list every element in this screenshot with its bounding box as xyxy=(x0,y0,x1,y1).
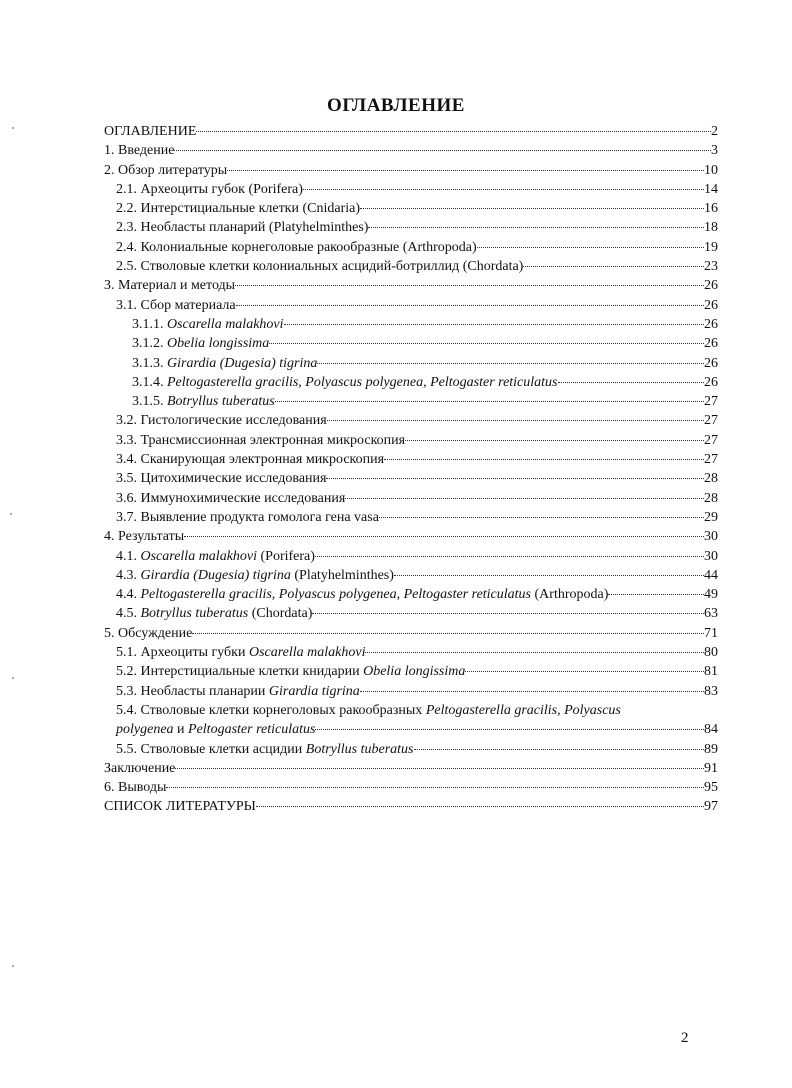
toc-entry-title xyxy=(104,527,184,546)
toc-page-number: 14 xyxy=(704,181,718,197)
dot-leader xyxy=(360,691,704,692)
toc-page-number: 3 xyxy=(711,143,718,159)
dot-leader xyxy=(184,536,704,537)
toc-entry-italic-text: Peltogasterella gracilis, Polyascus xyxy=(425,702,621,718)
toc-entry[interactable] xyxy=(104,431,718,450)
dot-leader xyxy=(326,478,704,479)
toc-entry[interactable] xyxy=(104,469,718,488)
toc-entry-italic-text: Peltogasterella gracilis, Polyascus polygenea, Peltogaster reticulatus xyxy=(167,374,558,390)
toc-page-number: 30 xyxy=(704,548,718,564)
toc-entry[interactable] xyxy=(104,508,718,527)
dot-leader xyxy=(558,382,704,383)
dot-leader xyxy=(315,729,704,730)
toc-page-number: 80 xyxy=(704,645,718,661)
dot-leader xyxy=(394,575,704,576)
dot-leader xyxy=(175,768,704,769)
toc-entry-title xyxy=(132,373,558,392)
toc-entry-text: 5.1. Археоциты губки xyxy=(116,645,249,661)
toc-entry-title xyxy=(116,469,326,488)
toc-page-number: 26 xyxy=(704,297,718,313)
dot-leader xyxy=(227,170,704,171)
toc-entry-italic-text: Girardia (Dugesia) tigrina xyxy=(167,355,318,371)
toc-entry-text: 2.5. Стволовые клетки колониальных асцидий-ботриллид (Chordata) xyxy=(116,259,524,275)
toc-page-number: 23 xyxy=(704,259,718,275)
toc-entry-text: 3.1.1. xyxy=(132,316,167,332)
toc-entry[interactable] xyxy=(104,489,718,508)
toc-entry[interactable] xyxy=(104,778,718,797)
toc-entry[interactable] xyxy=(104,334,718,353)
toc-entry-text: 3. Материал и методы xyxy=(104,278,236,294)
toc-page-number: 95 xyxy=(704,780,718,796)
toc-page-number: 44 xyxy=(704,567,718,583)
toc-entry[interactable] xyxy=(104,585,718,604)
toc-page-number: 27 xyxy=(704,432,718,448)
toc-entry-wrapped-line xyxy=(104,701,718,720)
toc-entry[interactable] xyxy=(104,411,718,430)
toc-entry[interactable] xyxy=(104,797,718,816)
toc-entry-italic-text: Peltogasterella gracilis, Polyascus polygenea, Peltogaster reticulatus xyxy=(140,587,532,603)
dot-leader xyxy=(196,131,711,132)
dot-leader xyxy=(379,517,704,518)
toc-entry-text: 4. Результаты xyxy=(104,529,185,545)
toc-entry[interactable] xyxy=(104,566,718,585)
toc-entry-text: 3.1.3. xyxy=(132,355,167,371)
toc-entry[interactable] xyxy=(104,450,718,469)
toc-entry-italic-text: Botryllus tuberatus xyxy=(305,741,414,757)
toc-entry-text: 1. Введение xyxy=(104,143,175,159)
dot-leader xyxy=(312,613,704,614)
toc-entry-text: 3.2. Гистологические исследования xyxy=(116,413,327,429)
dot-leader xyxy=(465,671,704,672)
toc-page-number: 81 xyxy=(704,664,718,680)
toc-entry-text: 4.3. xyxy=(116,567,141,583)
toc-entry-text: (Platyhelminthes) xyxy=(290,567,394,583)
toc-entry-text: 5.2. Интерстициальные клетки книдарии xyxy=(116,664,364,680)
toc-entry-title xyxy=(116,682,360,701)
toc-entry-italic-text: Obelia longissima xyxy=(167,336,270,352)
toc-page-number: 84 xyxy=(704,722,718,738)
dot-leader xyxy=(345,498,704,499)
toc-entry-title xyxy=(116,431,405,450)
toc-entry[interactable] xyxy=(104,276,718,295)
dot-leader xyxy=(235,285,704,286)
toc-entry-text: 5. Обсуждение xyxy=(104,625,193,641)
toc-entry-text: 4.4. xyxy=(116,587,141,603)
toc-page-number: 29 xyxy=(704,509,718,525)
toc-page-number: 30 xyxy=(704,529,718,545)
toc-entry[interactable] xyxy=(104,547,718,566)
toc-entry-title xyxy=(116,720,315,739)
toc-entry[interactable] xyxy=(104,720,718,739)
toc-page-number: 89 xyxy=(704,741,718,757)
toc-entry[interactable] xyxy=(104,354,718,373)
toc-entry-text: 4.1. xyxy=(116,548,141,564)
toc-page-number: 19 xyxy=(704,239,718,255)
toc-entry-title xyxy=(132,334,269,353)
toc-entry-italic-text: Girardia (Dugesia) tigrina xyxy=(140,567,291,583)
dot-leader xyxy=(275,401,704,402)
toc-entry-text: 3.1.2. xyxy=(132,336,167,352)
toc-entry-text: 2.1. Археоциты губок (Porifera) xyxy=(116,181,303,197)
toc-page-number: 63 xyxy=(704,606,718,622)
toc-entry-title xyxy=(104,778,166,797)
toc-entry-title xyxy=(104,624,192,643)
toc-page-number: 26 xyxy=(704,336,718,352)
toc-entry-text: 3.1. Сбор материала xyxy=(116,297,236,313)
toc-entry[interactable] xyxy=(104,643,718,662)
toc-entry-title xyxy=(116,238,477,257)
toc-page-number: 26 xyxy=(704,355,718,371)
toc-entry-italic-text: Oscarella malakhovi xyxy=(167,316,284,332)
toc-entry-italic-text: Oscarella malakhovi xyxy=(248,645,366,661)
dot-leader xyxy=(284,324,704,325)
toc-entry-title xyxy=(116,489,345,508)
toc-entry[interactable] xyxy=(104,141,718,160)
toc-entry-title xyxy=(116,180,303,199)
toc-page-number: 27 xyxy=(704,394,718,410)
toc-entry-title xyxy=(132,392,275,411)
scan-speck xyxy=(12,965,14,967)
toc-entry-text: 4.5. xyxy=(116,606,141,622)
dot-leader xyxy=(414,749,705,750)
toc-entry-italic-text: Botryllus tuberatus xyxy=(167,394,275,410)
toc-page-number: 27 xyxy=(704,452,718,468)
toc-entry-title xyxy=(116,662,465,681)
toc-entry-title xyxy=(116,643,365,662)
toc-page-number: 71 xyxy=(704,625,718,641)
toc-entry-text: 3.6. Иммунохимические исследования xyxy=(116,490,346,506)
toc-entry[interactable] xyxy=(104,624,718,643)
toc-entry-title xyxy=(116,296,236,315)
dot-leader xyxy=(174,150,711,151)
dot-leader xyxy=(405,440,704,441)
toc-page-number: 97 xyxy=(704,799,718,815)
toc-entry-italic-text: Girardia tigrina xyxy=(268,683,360,699)
scan-speck xyxy=(12,127,14,129)
toc-entry-text: Заключение xyxy=(104,760,176,776)
toc-entry-title xyxy=(132,354,317,373)
toc-entry-text: (Chordata) xyxy=(248,606,313,622)
toc-entry-title xyxy=(104,276,235,295)
toc-entry-italic-text: polygenea xyxy=(116,722,174,738)
toc-entry-text: и xyxy=(173,722,189,738)
toc-entry[interactable] xyxy=(104,740,718,759)
toc-entry-title xyxy=(104,797,256,816)
toc-entry-title xyxy=(104,141,174,160)
toc-entry-text: 3.4. Сканирующая электронная микроскопия xyxy=(116,452,385,468)
toc-entry-text: ОГЛАВЛЕНИЕ xyxy=(104,124,197,139)
dot-leader xyxy=(317,363,704,364)
toc-entry-title xyxy=(132,315,284,334)
toc-entry[interactable] xyxy=(104,161,718,180)
dot-leader xyxy=(303,189,704,190)
toc-entry[interactable] xyxy=(104,315,718,334)
scan-speck xyxy=(12,677,14,679)
dot-leader xyxy=(477,247,704,248)
toc-page-number: 28 xyxy=(704,471,718,487)
table-of-contents xyxy=(104,122,718,817)
dot-leader xyxy=(360,208,704,209)
toc-entry-text: (Arthropoda) xyxy=(531,587,609,603)
toc-entry-title xyxy=(116,740,414,759)
toc-page-number: 18 xyxy=(704,220,718,236)
toc-page-number: 26 xyxy=(704,278,718,294)
toc-page-number: 91 xyxy=(704,760,718,776)
toc-entry[interactable] xyxy=(104,218,718,237)
toc-page-number: 10 xyxy=(704,162,718,178)
toc-entry-text: 5.5. Стволовые клетки асцидии xyxy=(116,741,306,757)
toc-entry[interactable] xyxy=(104,257,718,276)
toc-entry-text: 2.2. Интерстициальные клетки (Cnidaria) xyxy=(116,201,361,217)
toc-entry-title xyxy=(116,547,315,566)
toc-entry-title xyxy=(116,566,394,585)
toc-entry[interactable] xyxy=(104,759,718,778)
toc-entry[interactable] xyxy=(104,238,718,257)
toc-entry-italic-text: Botryllus tuberatus xyxy=(140,606,249,622)
toc-entry-text: 2. Обзор литературы xyxy=(104,162,228,178)
scan-speck xyxy=(10,513,12,515)
toc-entry[interactable] xyxy=(104,682,718,701)
toc-entry-text: 3.7. Выявление продукта гомолога гена vasa xyxy=(116,509,379,525)
toc-entry-text: 3.1.5. xyxy=(132,394,167,410)
dot-leader xyxy=(365,652,704,653)
dot-leader xyxy=(269,343,704,344)
toc-entry-text: СПИСОК ЛИТЕРАТУРЫ xyxy=(104,799,256,815)
toc-entry[interactable] xyxy=(104,392,718,411)
dot-leader xyxy=(315,556,704,557)
dot-leader xyxy=(523,266,704,267)
toc-entry-title xyxy=(116,218,368,237)
toc-page-number: 28 xyxy=(704,490,718,506)
toc-entry-text: 5.4. Стволовые клетки корнеголовых ракообразных xyxy=(116,702,426,718)
dot-leader xyxy=(368,227,704,228)
toc-page-number: 49 xyxy=(704,587,718,603)
toc-entry-title xyxy=(116,411,327,430)
toc-entry-text: 2.3. Необласты планарий (Platyhelminthes) xyxy=(116,220,369,236)
toc-entry[interactable] xyxy=(104,122,718,141)
toc-entry-text: 3.1.4. xyxy=(132,374,167,390)
dot-leader xyxy=(608,594,704,595)
toc-entry-italic-text: Oscarella malakhovi xyxy=(140,548,258,564)
toc-entry-title xyxy=(116,257,523,276)
toc-entry-italic-text: Peltogaster reticulatus xyxy=(188,722,316,738)
dot-leader xyxy=(192,633,704,634)
toc-entry-italic-text: Obelia longissima xyxy=(363,664,466,680)
toc-entry-title xyxy=(116,585,608,604)
toc-entry-title xyxy=(104,161,227,180)
toc-entry-title xyxy=(116,199,360,218)
toc-page-number: 27 xyxy=(704,413,718,429)
dot-leader xyxy=(327,420,704,421)
toc-entry-title xyxy=(104,759,175,778)
toc-entry[interactable] xyxy=(104,296,718,315)
toc-entry-title xyxy=(116,604,312,623)
toc-entry-text: 5.3. Необласты планарии xyxy=(116,683,269,699)
dot-leader xyxy=(384,459,704,460)
toc-entry[interactable] xyxy=(104,527,718,546)
toc-entry-text: 3.3. Трансмиссионная электронная микроскопия xyxy=(116,432,406,448)
toc-entry-title xyxy=(116,508,379,527)
dot-leader xyxy=(236,305,704,306)
page-number: 2 xyxy=(681,1030,689,1046)
toc-entry[interactable] xyxy=(104,662,718,681)
toc-entry-text: 6. Выводы xyxy=(104,780,167,796)
toc-entry[interactable] xyxy=(104,180,718,199)
toc-entry-text: 3.5. Цитохимические исследования xyxy=(116,471,327,487)
toc-entry-title xyxy=(104,122,196,141)
toc-page-number: 2 xyxy=(711,124,718,139)
toc-entry-text: (Porifera) xyxy=(257,548,315,564)
toc-page-number: 26 xyxy=(704,374,718,390)
toc-entry-text: 2.4. Колониальные корнеголовые ракообразные (Arthropoda) xyxy=(116,239,477,255)
toc-page-number: 16 xyxy=(704,201,718,217)
page-title: ОГЛАВЛЕНИЕ xyxy=(327,95,465,116)
dot-leader xyxy=(166,787,704,788)
toc-entry[interactable] xyxy=(104,604,718,623)
toc-entry[interactable] xyxy=(104,199,718,218)
toc-entry-title xyxy=(116,450,384,469)
dot-leader xyxy=(256,806,704,807)
toc-entry[interactable] xyxy=(104,373,718,392)
toc-page-number: 26 xyxy=(704,316,718,332)
toc-page-number: 83 xyxy=(704,683,718,699)
